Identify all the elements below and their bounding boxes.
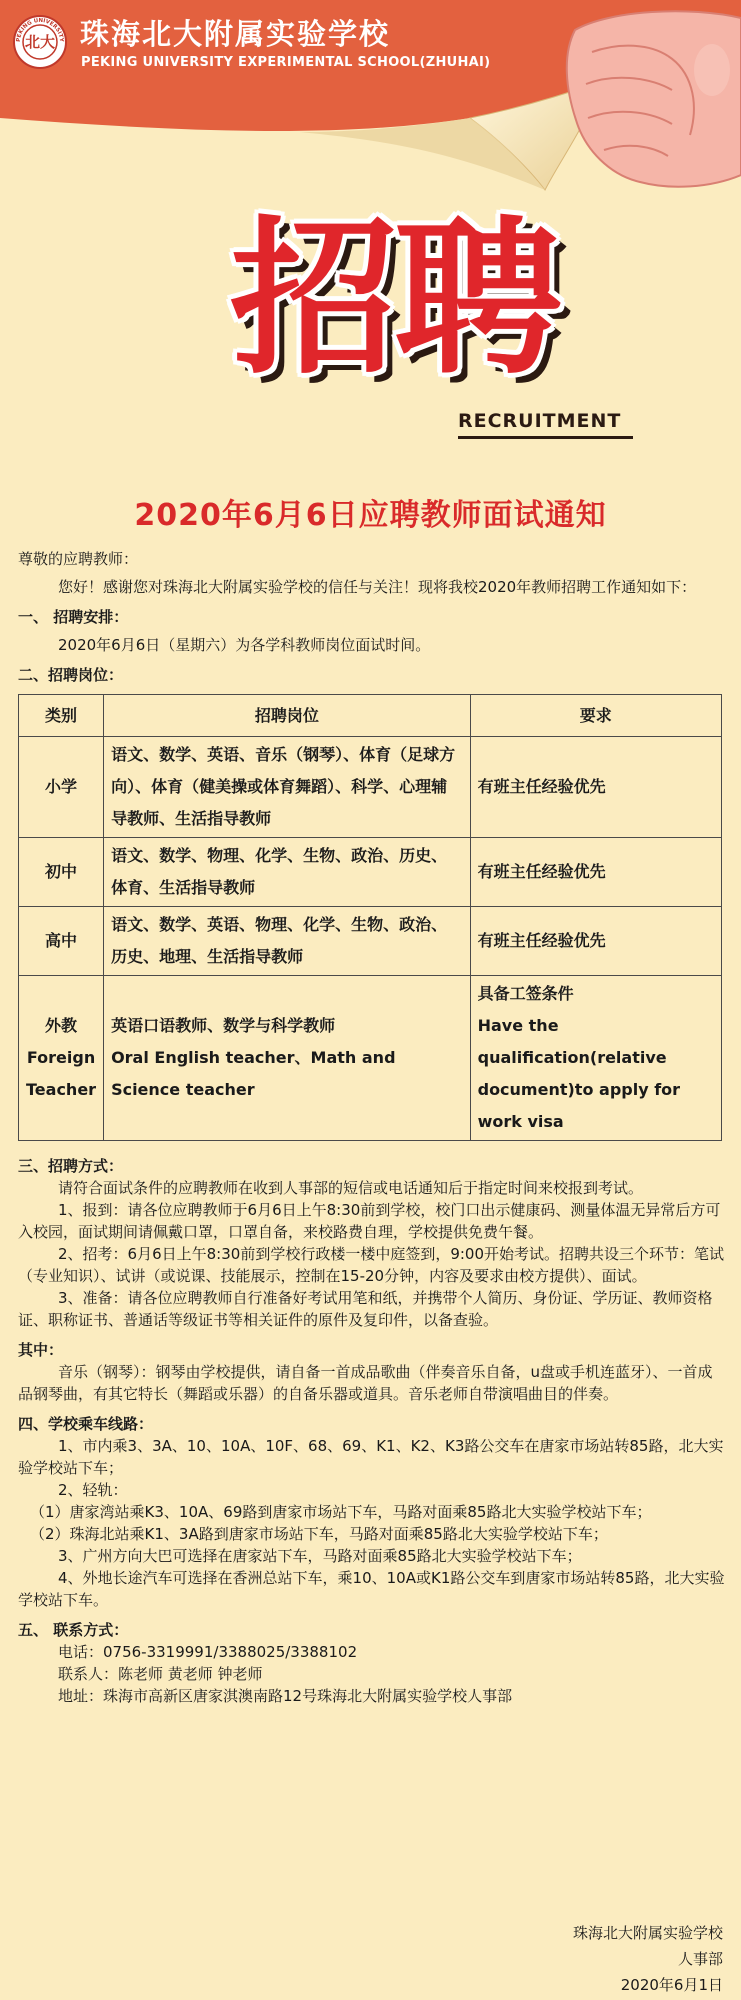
section-1-text: 2020年6月6日（星期六）为各学科教师岗位面试时间。 bbox=[58, 636, 431, 654]
route-2: 2、轻轨： bbox=[58, 1481, 128, 1499]
requirements-cn: 具备工签条件 bbox=[477, 984, 574, 1003]
table-row bbox=[19, 907, 722, 976]
school-name-cn: 珠海北大附属实验学校 bbox=[80, 17, 391, 51]
signature-org: 珠海北大附属实验学校 bbox=[572, 1924, 723, 1942]
section-3-item-1: 1、报到：请各位应聘教师于6月6日上午8:30前到学校，校门口出示健康码、测量体温无异常后方可入校园，面试期间请佩戴口罩，口罩自备，来校路费自理，学校提供免费午餐。 bbox=[18, 1201, 721, 1241]
signature bbox=[573, 1920, 723, 1998]
row-posts: 语文、数学、英语、音乐（钢琴）、体育（足球方向）、体育（健美操或体育舞蹈）、科学、心理辅导教师、生活指导教师 bbox=[104, 737, 471, 838]
category-en-2: Teacher bbox=[26, 1080, 97, 1099]
other-title: 其中： bbox=[18, 1341, 64, 1359]
section-3-title: 三、招聘方式： bbox=[18, 1157, 124, 1175]
positions-table bbox=[18, 694, 722, 1141]
section-3-intro: 请符合面试条件的应聘教师在收到人事部的短信或电话通知后于指定时间来校报到考试。 bbox=[58, 1179, 644, 1197]
notice-body bbox=[18, 548, 726, 1707]
table-header-requirements: 要求 bbox=[470, 695, 721, 737]
greeting: 尊敬的应聘教师： bbox=[18, 550, 139, 568]
row-requirements: 有班主任经验优先 bbox=[470, 907, 721, 976]
route-2b: （2）珠海北站乘K1、3A路到唐家市场站下车，马路对面乘85路北大实验学校站下车； bbox=[30, 1525, 608, 1543]
contact-person: 联系人：陈老师 黄老师 钟老师 bbox=[58, 1665, 263, 1683]
category-cn: 外教 bbox=[45, 1016, 78, 1035]
section-3-item-3: 3、准备：请各位应聘教师自行准备好考试用笔和纸，并携带个人简历、身份证、学历证、教师资格证、职称证书、普通话等级证书等相关证件的原件及复印件，以备查验。 bbox=[18, 1289, 713, 1329]
section-4-title: 四、学校乘车线路： bbox=[18, 1415, 154, 1433]
category-en-1: Foreign bbox=[26, 1048, 96, 1067]
recruitment-title-en: RECRUITMENT bbox=[458, 410, 622, 432]
section-3-item-2: 2、招考：6月6日上午8:30前到学校行政楼一楼中庭签到，9:00开始考试。招聘共设三个环节：笔试（专业知识）、试讲（或说课、技能展示，控制在15-20分钟，内容及要求由校方提供）、面试。 bbox=[18, 1245, 725, 1285]
row-posts: 语文、数学、物理、化学、生物、政治、历史、体育、生活指导教师 bbox=[104, 838, 471, 907]
title-underline bbox=[458, 436, 633, 439]
table-header-posts: 招聘岗位 bbox=[104, 695, 471, 737]
row-requirements: 有班主任经验优先 bbox=[470, 737, 721, 838]
route-3: 3、广州方向大巴可选择在唐家站下车，马路对面乘85路北大实验学校站下车； bbox=[58, 1547, 582, 1565]
row-requirements bbox=[470, 976, 721, 1141]
section-2-title: 二、招聘岗位： bbox=[18, 666, 124, 684]
intro-paragraph: 您好！感谢您对珠海北大附属实验学校的信任与关注！现将我校2020年教师招聘工作通知如下： bbox=[58, 578, 697, 596]
route-4: 4、外地长途汽车可选择在香洲总站下车，乘10、10A或K1路公交车到唐家市场站转85路，北大实验学校站下车。 bbox=[18, 1569, 725, 1609]
posts-en: Oral English teacher、Math and Science teacher bbox=[111, 1048, 396, 1099]
table-header-category: 类别 bbox=[19, 695, 104, 737]
row-category: 高中 bbox=[19, 907, 104, 976]
row-category bbox=[19, 976, 104, 1141]
table-row bbox=[19, 838, 722, 907]
table-row bbox=[19, 737, 722, 838]
fist-icon bbox=[567, 11, 741, 186]
route-1: 1、市内乘3、3A、10、10A、10F、68、69、K1、K2、K3路公交车在唐家市场站转85路，北大实验学校站下车； bbox=[18, 1437, 724, 1477]
contact-address: 地址：珠海市高新区唐家淇澳南路12号珠海北大附属实验学校人事部 bbox=[58, 1687, 513, 1705]
table-row bbox=[19, 976, 722, 1141]
svg-text:PEKING UNIVERSITY: PEKING UNIVERSITY bbox=[15, 17, 65, 43]
section-5-title: 五、 联系方式： bbox=[18, 1621, 129, 1639]
signature-date: 2020年6月1日 bbox=[620, 1976, 723, 1994]
requirements-en: Have the qualification(relative document)to apply for work visa bbox=[477, 1016, 681, 1131]
row-category: 小学 bbox=[19, 737, 104, 838]
row-requirements: 有班主任经验优先 bbox=[470, 838, 721, 907]
svg-text:北大: 北大 bbox=[24, 33, 56, 51]
contact-phone: 电话：0756-3319991/3388025/3388102 bbox=[58, 1643, 358, 1661]
school-name-en: PEKING UNIVERSITY EXPERIMENTAL SCHOOL(ZHUHAI) bbox=[81, 55, 491, 70]
row-category: 初中 bbox=[19, 838, 104, 907]
route-2a: （1）唐家湾站乘K3、10A、69路到唐家市场站下车，马路对面乘85路北大实验学校站下车； bbox=[30, 1503, 652, 1521]
header-banner bbox=[0, 0, 741, 470]
university-seal-icon bbox=[12, 14, 68, 70]
notice-title: 2020年6月6日应聘教师面试通知 bbox=[134, 498, 607, 533]
table-header-row bbox=[19, 695, 722, 737]
section-1-title: 一、 招聘安排： bbox=[18, 608, 129, 626]
signature-dept: 人事部 bbox=[677, 1950, 723, 1968]
row-posts: 语文、数学、英语、物理、化学、生物、政治、历史、地理、生活指导教师 bbox=[104, 907, 471, 976]
row-posts bbox=[104, 976, 471, 1141]
recruitment-title-cn: 招聘 bbox=[230, 201, 558, 397]
posts-cn: 英语口语教师、数学与科学教师 bbox=[111, 1016, 336, 1035]
other-text: 音乐（钢琴）：钢琴由学校提供，请自备一首成品歌曲（伴奏音乐自备，u盘或手机连蓝牙）、一首成品钢琴曲，有其它特长（舞蹈或乐器）的自备乐器或道具。音乐老师自带演唱曲目的伴奏。 bbox=[18, 1363, 713, 1403]
